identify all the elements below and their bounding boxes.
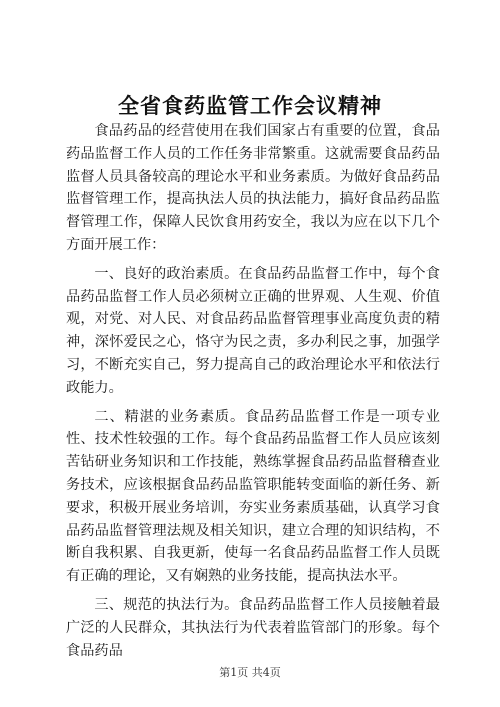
paragraph-political-quality: 一、良好的政治素质。在食品药品监督工作中，每个食品药品监督工作人员必须树立正确的世界观、人生观、价值观，对党、对人民、对食品药品监督管理事业高度负责的精神，深怀爱民之心，恪守为民之责，多办利民之事，加强学习，不断充实自己，努力提高自己的政治理论水平和依法行政能力。 xyxy=(66,265,440,396)
paragraph-business-quality: 二、精湛的业务素质。食品药品监督工作是一项专业性、技术性较强的工作。每个食品药品监督工作人员应该刻苦钻研业务知识和工作技能，熟练掌握食品药品监督稽查业务技术，应该根据食品药品监管职能转变面临的新任务、新要求，积极开展业务培训，夯实业务素质基础，认真学习食品药品监督管理法规及相关知识，建立合理的知识结构，不断自我积累、自我更新，使每一名食品药品监督工作人员既有正确的理论，又有娴熟的业务技能，提高执法水平。 xyxy=(66,408,440,585)
document-title: 全省食药监管工作会议精神 xyxy=(118,93,382,118)
paragraph-law-enforcement: 三、规范的执法行为。食品药品监督工作人员接触着最广泛的人民群众，其执法行为代表着监管部门的形象。每个食品药品 xyxy=(66,596,440,659)
document-body xyxy=(66,120,440,668)
page-footer: 第1页 共4页 xyxy=(219,666,281,679)
paragraph-intro: 食品药品的经营使用在我们国家占有重要的位置，食品药品监督工作人员的工作任务非常繁重。这就需要食品药品监督人员具备较高的理论水平和业务素质。为做好食品药品监督管理工作，提高执法人员的执法能力，搞好食品药品监督管理工作，保障人民饮食用药安全，我以为应在以下几个方面开展工作： xyxy=(66,123,440,253)
